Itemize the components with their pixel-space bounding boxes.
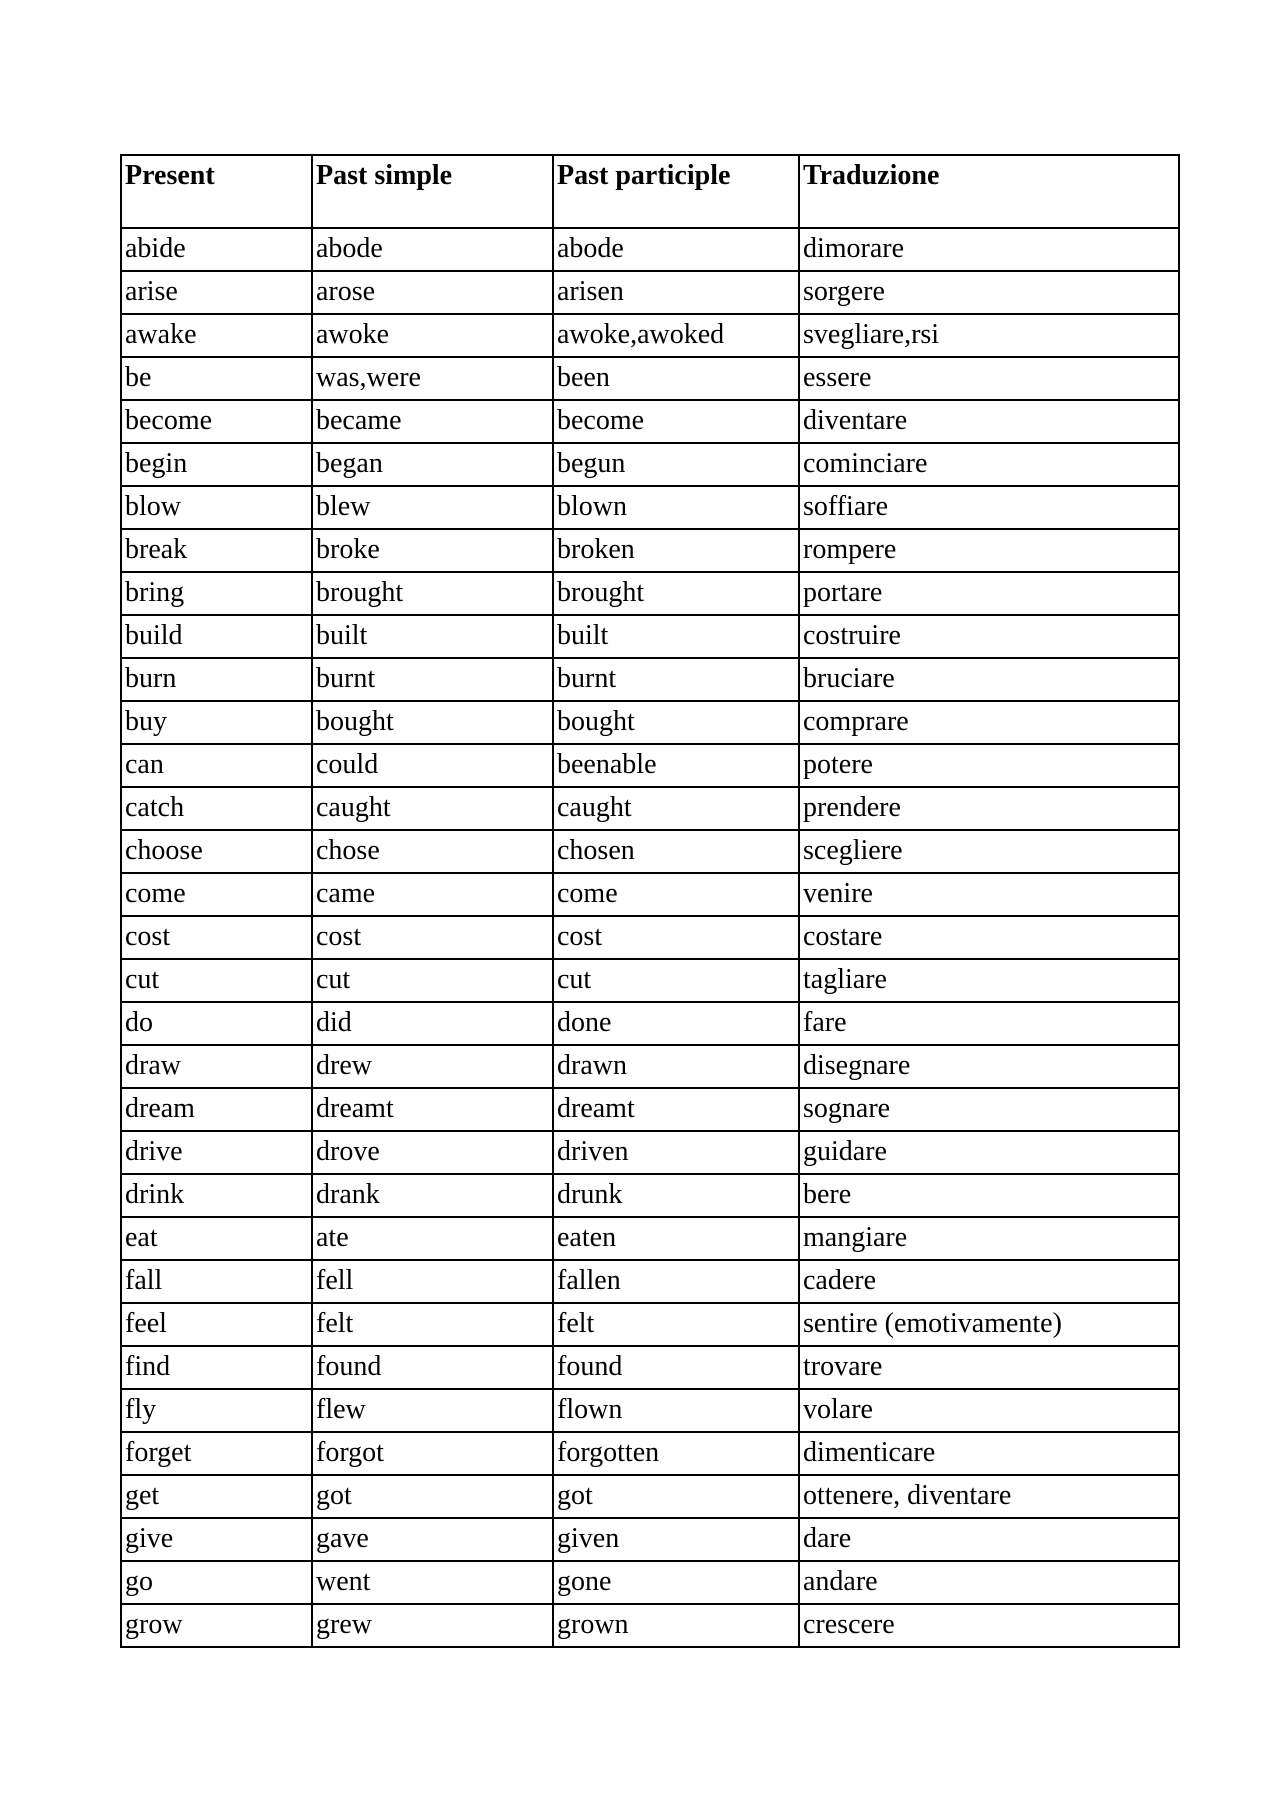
table-row xyxy=(121,1389,1179,1432)
cell-past-simple: drew xyxy=(312,1045,553,1088)
cell-traduzione: disegnare xyxy=(799,1045,1179,1088)
cell-present: fly xyxy=(121,1389,312,1432)
table-row xyxy=(121,400,1179,443)
cell-past-simple: burnt xyxy=(312,658,553,701)
cell-past-simple: gave xyxy=(312,1518,553,1561)
cell-traduzione: bruciare xyxy=(799,658,1179,701)
cell-past-participle: built xyxy=(553,615,799,658)
cell-present: give xyxy=(121,1518,312,1561)
cell-traduzione: cadere xyxy=(799,1260,1179,1303)
cell-present: be xyxy=(121,357,312,400)
cell-past-simple: felt xyxy=(312,1303,553,1346)
cell-traduzione: mangiare xyxy=(799,1217,1179,1260)
cell-present: drink xyxy=(121,1174,312,1217)
cell-past-participle: chosen xyxy=(553,830,799,873)
table-row xyxy=(121,615,1179,658)
cell-past-participle: cut xyxy=(553,959,799,1002)
cell-present: choose xyxy=(121,830,312,873)
cell-present: fall xyxy=(121,1260,312,1303)
cell-traduzione: andare xyxy=(799,1561,1179,1604)
cell-past-simple: arose xyxy=(312,271,553,314)
cell-present: eat xyxy=(121,1217,312,1260)
cell-past-participle: gone xyxy=(553,1561,799,1604)
cell-past-participle: found xyxy=(553,1346,799,1389)
cell-past-participle: burnt xyxy=(553,658,799,701)
cell-past-participle: drawn xyxy=(553,1045,799,1088)
table-row xyxy=(121,1260,1179,1303)
cell-past-simple: blew xyxy=(312,486,553,529)
cell-past-simple: fell xyxy=(312,1260,553,1303)
cell-past-participle: cost xyxy=(553,916,799,959)
cell-past-participle: become xyxy=(553,400,799,443)
table-row xyxy=(121,1045,1179,1088)
cell-past-participle: drunk xyxy=(553,1174,799,1217)
cell-traduzione: comprare xyxy=(799,701,1179,744)
cell-present: do xyxy=(121,1002,312,1045)
cell-past-simple: went xyxy=(312,1561,553,1604)
cell-traduzione: tagliare xyxy=(799,959,1179,1002)
table-row xyxy=(121,787,1179,830)
cell-past-participle: begun xyxy=(553,443,799,486)
cell-traduzione: essere xyxy=(799,357,1179,400)
cell-present: break xyxy=(121,529,312,572)
cell-past-participle: awoke,awoked xyxy=(553,314,799,357)
cell-traduzione: portare xyxy=(799,572,1179,615)
table-row xyxy=(121,1518,1179,1561)
cell-past-participle: bought xyxy=(553,701,799,744)
cell-past-participle: come xyxy=(553,873,799,916)
cell-past-participle: broken xyxy=(553,529,799,572)
cell-past-simple: was,were xyxy=(312,357,553,400)
table-row xyxy=(121,1604,1179,1647)
cell-present: become xyxy=(121,400,312,443)
cell-present: forget xyxy=(121,1432,312,1475)
cell-present: buy xyxy=(121,701,312,744)
cell-present: abide xyxy=(121,228,312,271)
cell-past-participle: arisen xyxy=(553,271,799,314)
cell-past-simple: could xyxy=(312,744,553,787)
cell-traduzione: dimenticare xyxy=(799,1432,1179,1475)
cell-past-participle: driven xyxy=(553,1131,799,1174)
cell-past-simple: chose xyxy=(312,830,553,873)
cell-past-simple: ate xyxy=(312,1217,553,1260)
cell-traduzione: diventare xyxy=(799,400,1179,443)
cell-present: cut xyxy=(121,959,312,1002)
cell-past-simple: cut xyxy=(312,959,553,1002)
table-body xyxy=(121,228,1179,1647)
header-row xyxy=(121,155,1179,228)
cell-past-participle: flown xyxy=(553,1389,799,1432)
cell-past-participle: done xyxy=(553,1002,799,1045)
cell-present: awake xyxy=(121,314,312,357)
cell-past-simple: began xyxy=(312,443,553,486)
cell-present: cost xyxy=(121,916,312,959)
cell-present: dream xyxy=(121,1088,312,1131)
cell-present: begin xyxy=(121,443,312,486)
cell-present: blow xyxy=(121,486,312,529)
cell-traduzione: sognare xyxy=(799,1088,1179,1131)
cell-past-simple: caught xyxy=(312,787,553,830)
table-row xyxy=(121,1475,1179,1518)
cell-traduzione: sentire (emotivamente) xyxy=(799,1303,1179,1346)
cell-present: catch xyxy=(121,787,312,830)
cell-past-simple: flew xyxy=(312,1389,553,1432)
cell-past-simple: dreamt xyxy=(312,1088,553,1131)
table-row xyxy=(121,314,1179,357)
cell-present: get xyxy=(121,1475,312,1518)
cell-traduzione: venire xyxy=(799,873,1179,916)
table-row xyxy=(121,744,1179,787)
cell-past-participle: got xyxy=(553,1475,799,1518)
cell-traduzione: guidare xyxy=(799,1131,1179,1174)
table-row xyxy=(121,1131,1179,1174)
cell-traduzione: costruire xyxy=(799,615,1179,658)
cell-traduzione: ottenere, diventare xyxy=(799,1475,1179,1518)
cell-traduzione: crescere xyxy=(799,1604,1179,1647)
table-row xyxy=(121,873,1179,916)
cell-present: drive xyxy=(121,1131,312,1174)
header-past-participle: Past participle xyxy=(553,155,799,228)
cell-traduzione: fare xyxy=(799,1002,1179,1045)
cell-past-participle: fallen xyxy=(553,1260,799,1303)
cell-past-simple: grew xyxy=(312,1604,553,1647)
cell-present: come xyxy=(121,873,312,916)
table-row xyxy=(121,1561,1179,1604)
cell-traduzione: trovare xyxy=(799,1346,1179,1389)
cell-traduzione: bere xyxy=(799,1174,1179,1217)
cell-past-simple: forgot xyxy=(312,1432,553,1475)
table-row xyxy=(121,959,1179,1002)
table-row xyxy=(121,228,1179,271)
cell-traduzione: cominciare xyxy=(799,443,1179,486)
table-row xyxy=(121,1174,1179,1217)
cell-traduzione: volare xyxy=(799,1389,1179,1432)
table-row xyxy=(121,830,1179,873)
table-row xyxy=(121,916,1179,959)
cell-past-simple: did xyxy=(312,1002,553,1045)
cell-present: can xyxy=(121,744,312,787)
cell-present: arise xyxy=(121,271,312,314)
table-row xyxy=(121,1088,1179,1131)
cell-past-participle: been xyxy=(553,357,799,400)
cell-past-participle: abode xyxy=(553,228,799,271)
cell-traduzione: prendere xyxy=(799,787,1179,830)
cell-present: feel xyxy=(121,1303,312,1346)
cell-past-simple: found xyxy=(312,1346,553,1389)
cell-past-simple: abode xyxy=(312,228,553,271)
table-row xyxy=(121,357,1179,400)
cell-past-simple: cost xyxy=(312,916,553,959)
table-row xyxy=(121,1002,1179,1045)
cell-past-simple: broke xyxy=(312,529,553,572)
cell-traduzione: svegliare,rsi xyxy=(799,314,1179,357)
cell-traduzione: costare xyxy=(799,916,1179,959)
cell-past-simple: became xyxy=(312,400,553,443)
cell-past-participle: given xyxy=(553,1518,799,1561)
table-row xyxy=(121,271,1179,314)
cell-present: go xyxy=(121,1561,312,1604)
table-header xyxy=(121,155,1179,228)
table-row xyxy=(121,1303,1179,1346)
cell-past-simple: drank xyxy=(312,1174,553,1217)
table-row xyxy=(121,486,1179,529)
irregular-verbs-table xyxy=(120,154,1180,1648)
header-present: Present xyxy=(121,155,312,228)
cell-traduzione: potere xyxy=(799,744,1179,787)
cell-past-participle: felt xyxy=(553,1303,799,1346)
cell-past-participle: dreamt xyxy=(553,1088,799,1131)
table-row xyxy=(121,572,1179,615)
cell-traduzione: scegliere xyxy=(799,830,1179,873)
cell-present: build xyxy=(121,615,312,658)
cell-past-simple: bought xyxy=(312,701,553,744)
table-row xyxy=(121,529,1179,572)
cell-present: burn xyxy=(121,658,312,701)
cell-past-participle: blown xyxy=(553,486,799,529)
cell-past-participle: beenable xyxy=(553,744,799,787)
table-row xyxy=(121,701,1179,744)
table-row xyxy=(121,1217,1179,1260)
cell-traduzione: rompere xyxy=(799,529,1179,572)
cell-present: grow xyxy=(121,1604,312,1647)
cell-past-simple: drove xyxy=(312,1131,553,1174)
cell-past-simple: came xyxy=(312,873,553,916)
cell-past-participle: brought xyxy=(553,572,799,615)
table-row xyxy=(121,1432,1179,1475)
cell-past-participle: grown xyxy=(553,1604,799,1647)
table-row xyxy=(121,658,1179,701)
cell-traduzione: soffiare xyxy=(799,486,1179,529)
cell-traduzione: sorgere xyxy=(799,271,1179,314)
cell-present: find xyxy=(121,1346,312,1389)
cell-past-simple: brought xyxy=(312,572,553,615)
table-row xyxy=(121,443,1179,486)
header-traduzione: Traduzione xyxy=(799,155,1179,228)
cell-present: bring xyxy=(121,572,312,615)
cell-past-participle: eaten xyxy=(553,1217,799,1260)
cell-past-simple: got xyxy=(312,1475,553,1518)
cell-past-simple: built xyxy=(312,615,553,658)
cell-past-simple: awoke xyxy=(312,314,553,357)
cell-past-participle: caught xyxy=(553,787,799,830)
cell-past-participle: forgotten xyxy=(553,1432,799,1475)
header-past-simple: Past simple xyxy=(312,155,553,228)
cell-traduzione: dare xyxy=(799,1518,1179,1561)
table-row xyxy=(121,1346,1179,1389)
cell-traduzione: dimorare xyxy=(799,228,1179,271)
cell-present: draw xyxy=(121,1045,312,1088)
